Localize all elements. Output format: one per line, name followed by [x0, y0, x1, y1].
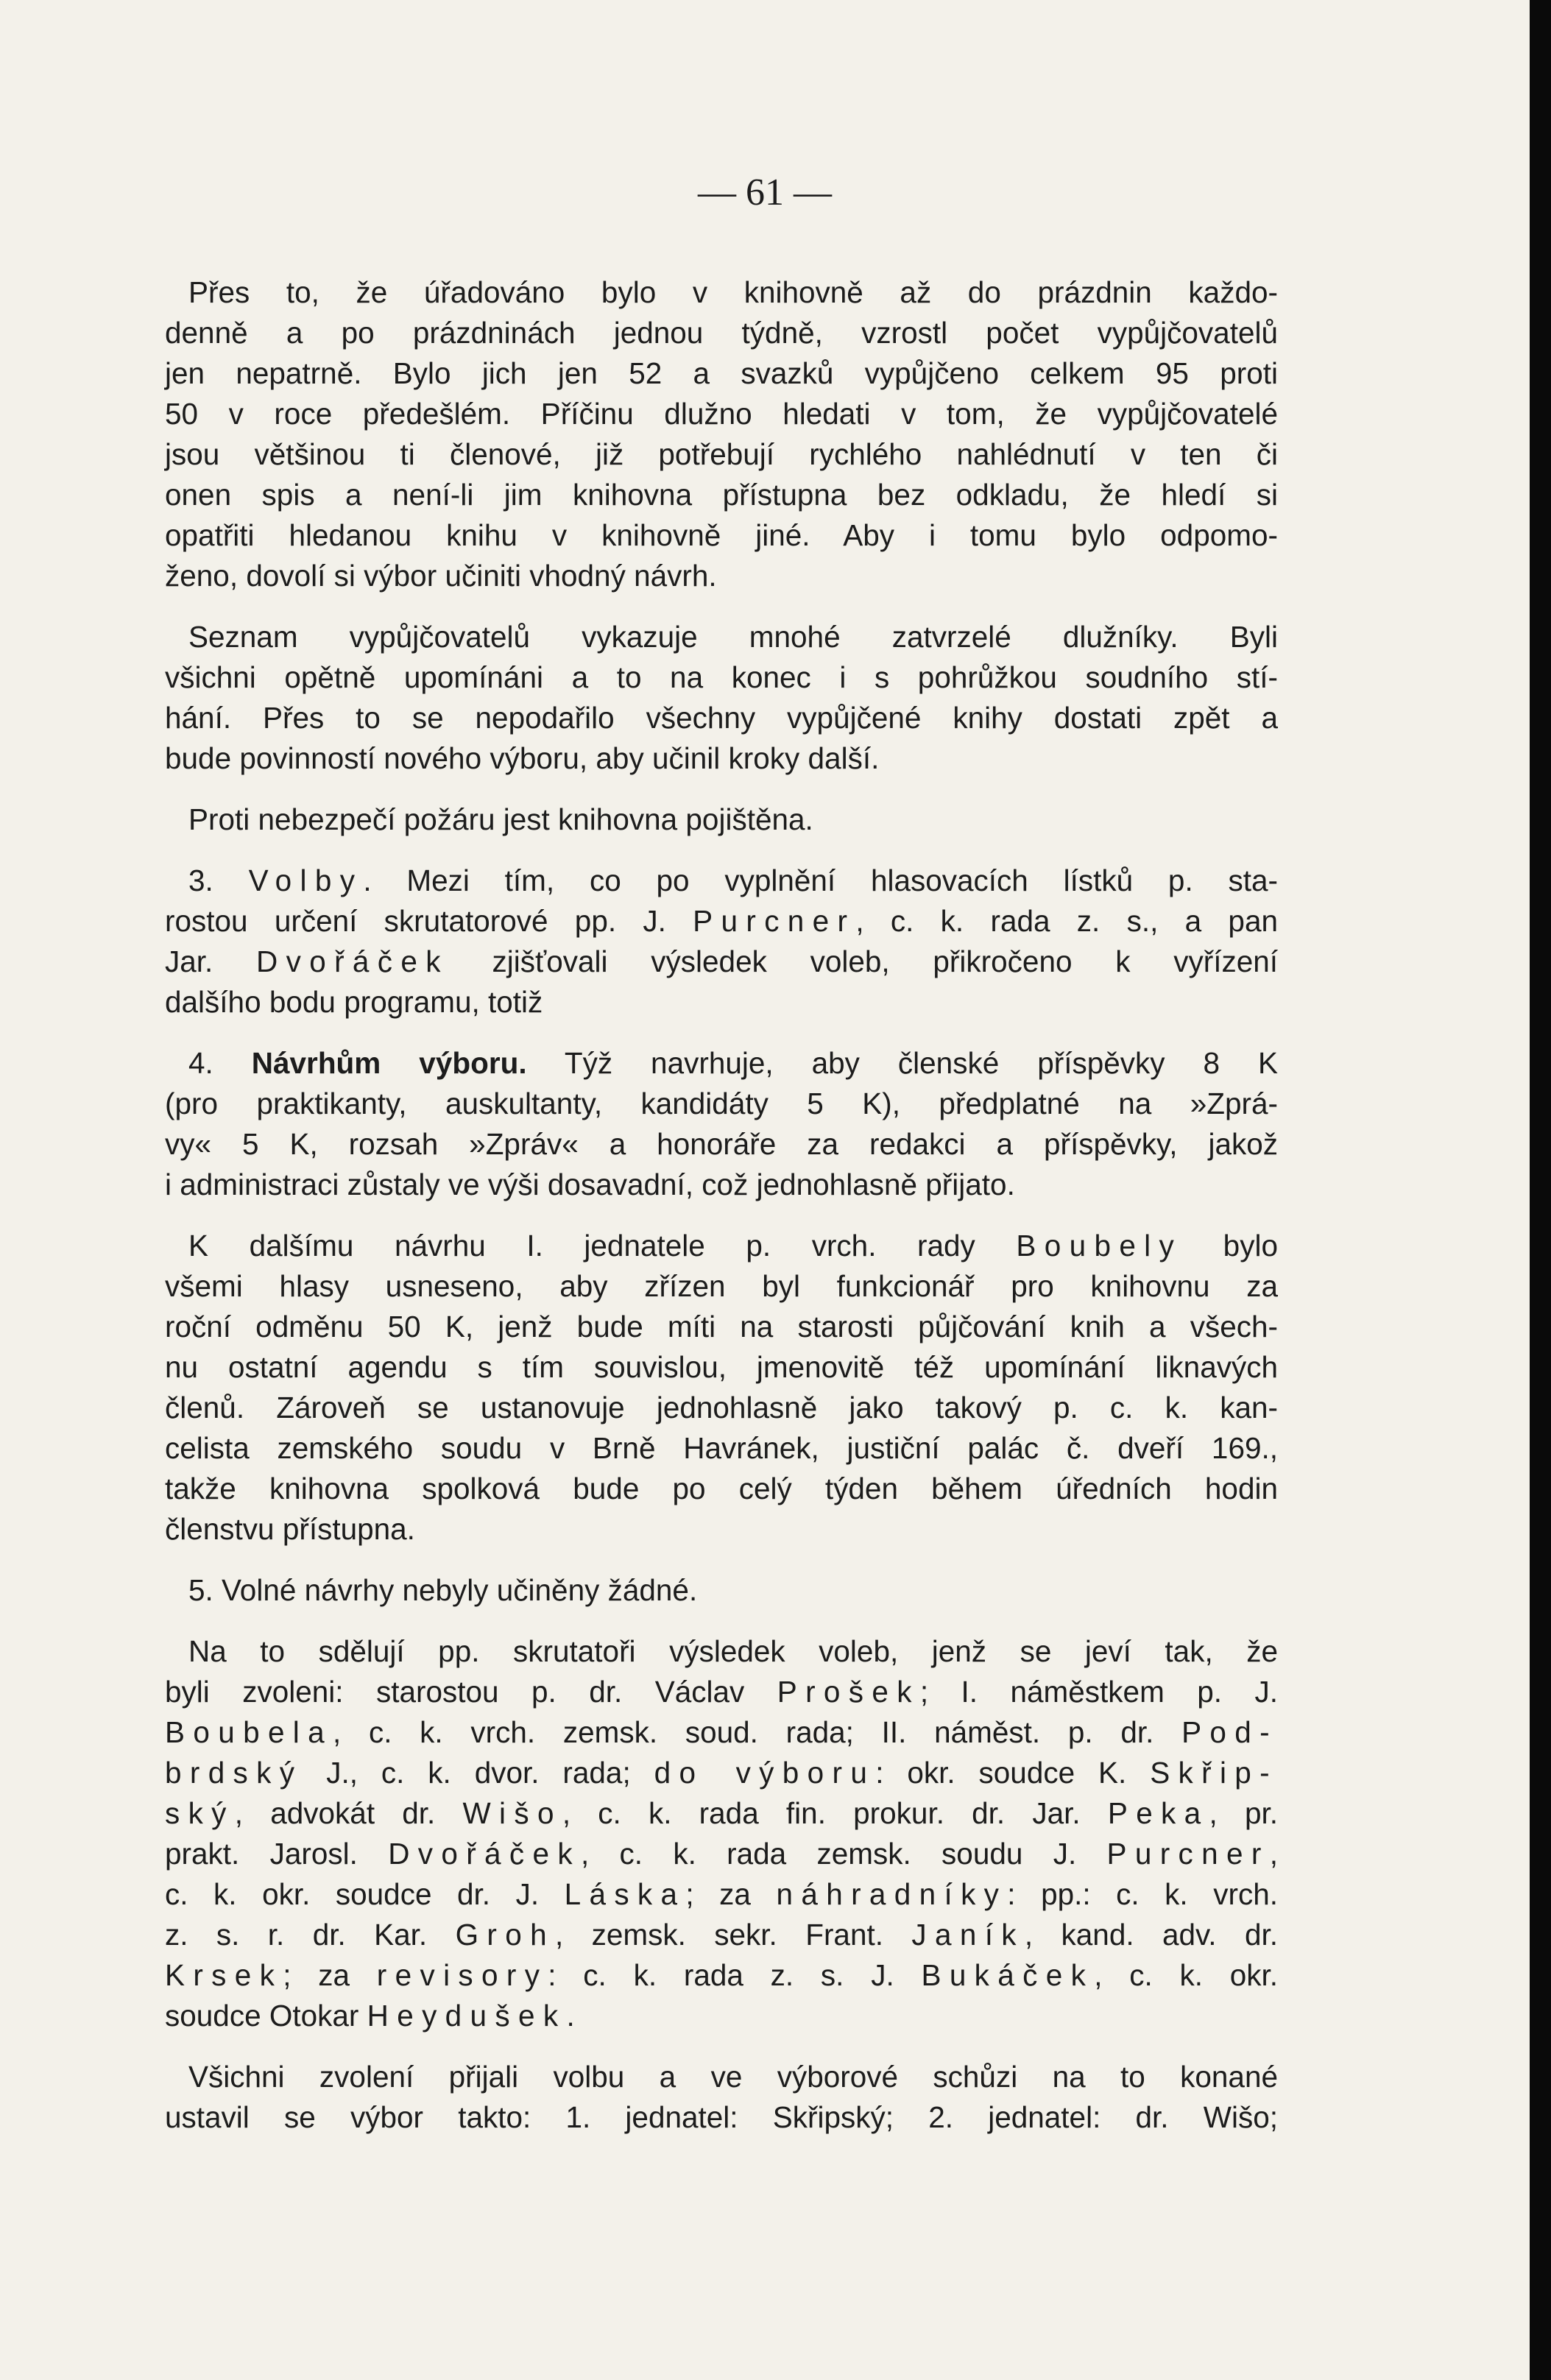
paragraph-insurance: Proti nebezpečí požáru jest knihovna pojištěna. — [188, 802, 813, 836]
page-number: — 61 — — [698, 172, 832, 213]
paragraph-librarian: K dalšímu návrhu I. jednatele p. vrch. rady Boubely bylo všemi hlasy usneseno, aby zřízen byl funkcionář pro knihovnu za roční odměnu 50 K, jenž bude míti na starosti půjčování knih a všech- nu ostatní agendu s tím souvislou, jmenovitě též upomínání liknavých členů. Zároveň se ustanovuje jednohlasně jako takový p. c. k. kan- celista zemského soudu v Brně Havránek, justiční palác č. dveří 169., takže knihovna spolková bude po celý týden během úředních hodin členstvu přístupna. — [165, 1229, 1278, 1546]
paragraph-lending-stats: Přes to, že úřadováno bylo v knihovně až do prázdnin každo- denně a po prázdninách jednou týdně, vzrostl počet vypůjčovatelů jen nepatrně. Bylo jich jen 52 a svazků vypůjčeno celkem 95 proti 50 v roce předešlém. Příčinu dlužno hledati v tom, že vypůjčovatelé jsou většinou ti členové, již potřebují rychlého nahlédnutí v ten či onen spis a není-li jim knihovna přístupna bez odkladu, že hledí si opatřiti hledanou knihu v knihovně jiné. Aby i tomu bylo odpomo- ženo, dovolí si výbor učiniti vhodný návrh. — [165, 275, 1278, 593]
body-text — [165, 272, 1278, 2158]
paragraph-board-proposals: 4. Návrhům výboru. Týž navrhuje, aby členské příspěvky 8 K (pro praktikanty, auskultanty, kandidáty 5 K), předplatné na »Zprá- vy« 5 K, rozsah »Zpráv« a honoráře za redakci a příspěvky, jakož i administraci zůstaly ve výši dosavadní, což jednohlasně přijato. — [165, 1046, 1279, 1201]
paragraph-free-proposals: 5. Volné návrhy nebyly učiněny žádné. — [188, 1573, 698, 1607]
paragraph-election-results: Na to sdělují pp. skrutatoři výsledek voleb, jenž se jeví tak, že byli zvoleni: starostou p. dr. Václav Prošek; I. náměstkem p. J. Boubela, c. k. vrch. zemsk. soud. rada; II. náměst. p. dr. Pod- brdský J., c. k. dvor. rada; do výboru: okr. soudce K. Skřip- ský, advokát dr. Wišo, c. k. rada fin. prokur. dr. Jar. Peka, pr. prakt. Jarosl. Dvořáček, c. k. rada zemsk. soudu J. Purcner, c. k. okr. soudce dr. J. Láska; za náhradníky: pp.: c. k. vrch. z. s. r. dr. Kar. Groh, zemsk. sekr. Frant. Janík, kand. adv. dr. Krsek; za revisory: c. k. rada z. s. J. Bukáček, c. k. okr. soudce Otokar Heydušek. — [165, 1634, 1279, 2033]
paragraph-debtors: Seznam vypůjčovatelů vykazuje mnohé zatvrzelé dlužníky. Byli všichni opětně upomínáni a to na konec i s pohrůžkou soudního stí- hání. Přes to se nepodařilo všechny vypůjčené knihy dostati zpět a bude povinností nového výboru, aby učinil kroky další. — [165, 620, 1278, 775]
scan-edge — [1530, 0, 1551, 2380]
paragraph-board-constitution: Všichni zvolení přijali volbu a ve výborové schůzi na to konané ustavil se výbor takto: 1. jednatel: Skřipský; 2. jednatel: dr. Wišo; — [165, 2060, 1278, 2134]
paragraph-elections: 3. Volby. Mezi tím, co po vyplnění hlasovacích lístků p. sta- rostou určení skrutatorové pp. J. Purcner, c. k. rada z. s., a pan Jar. Dvořáček zjišťovali výsledek voleb, přikročeno k vyřízení dalšího bodu programu, totiž — [165, 864, 1279, 1019]
